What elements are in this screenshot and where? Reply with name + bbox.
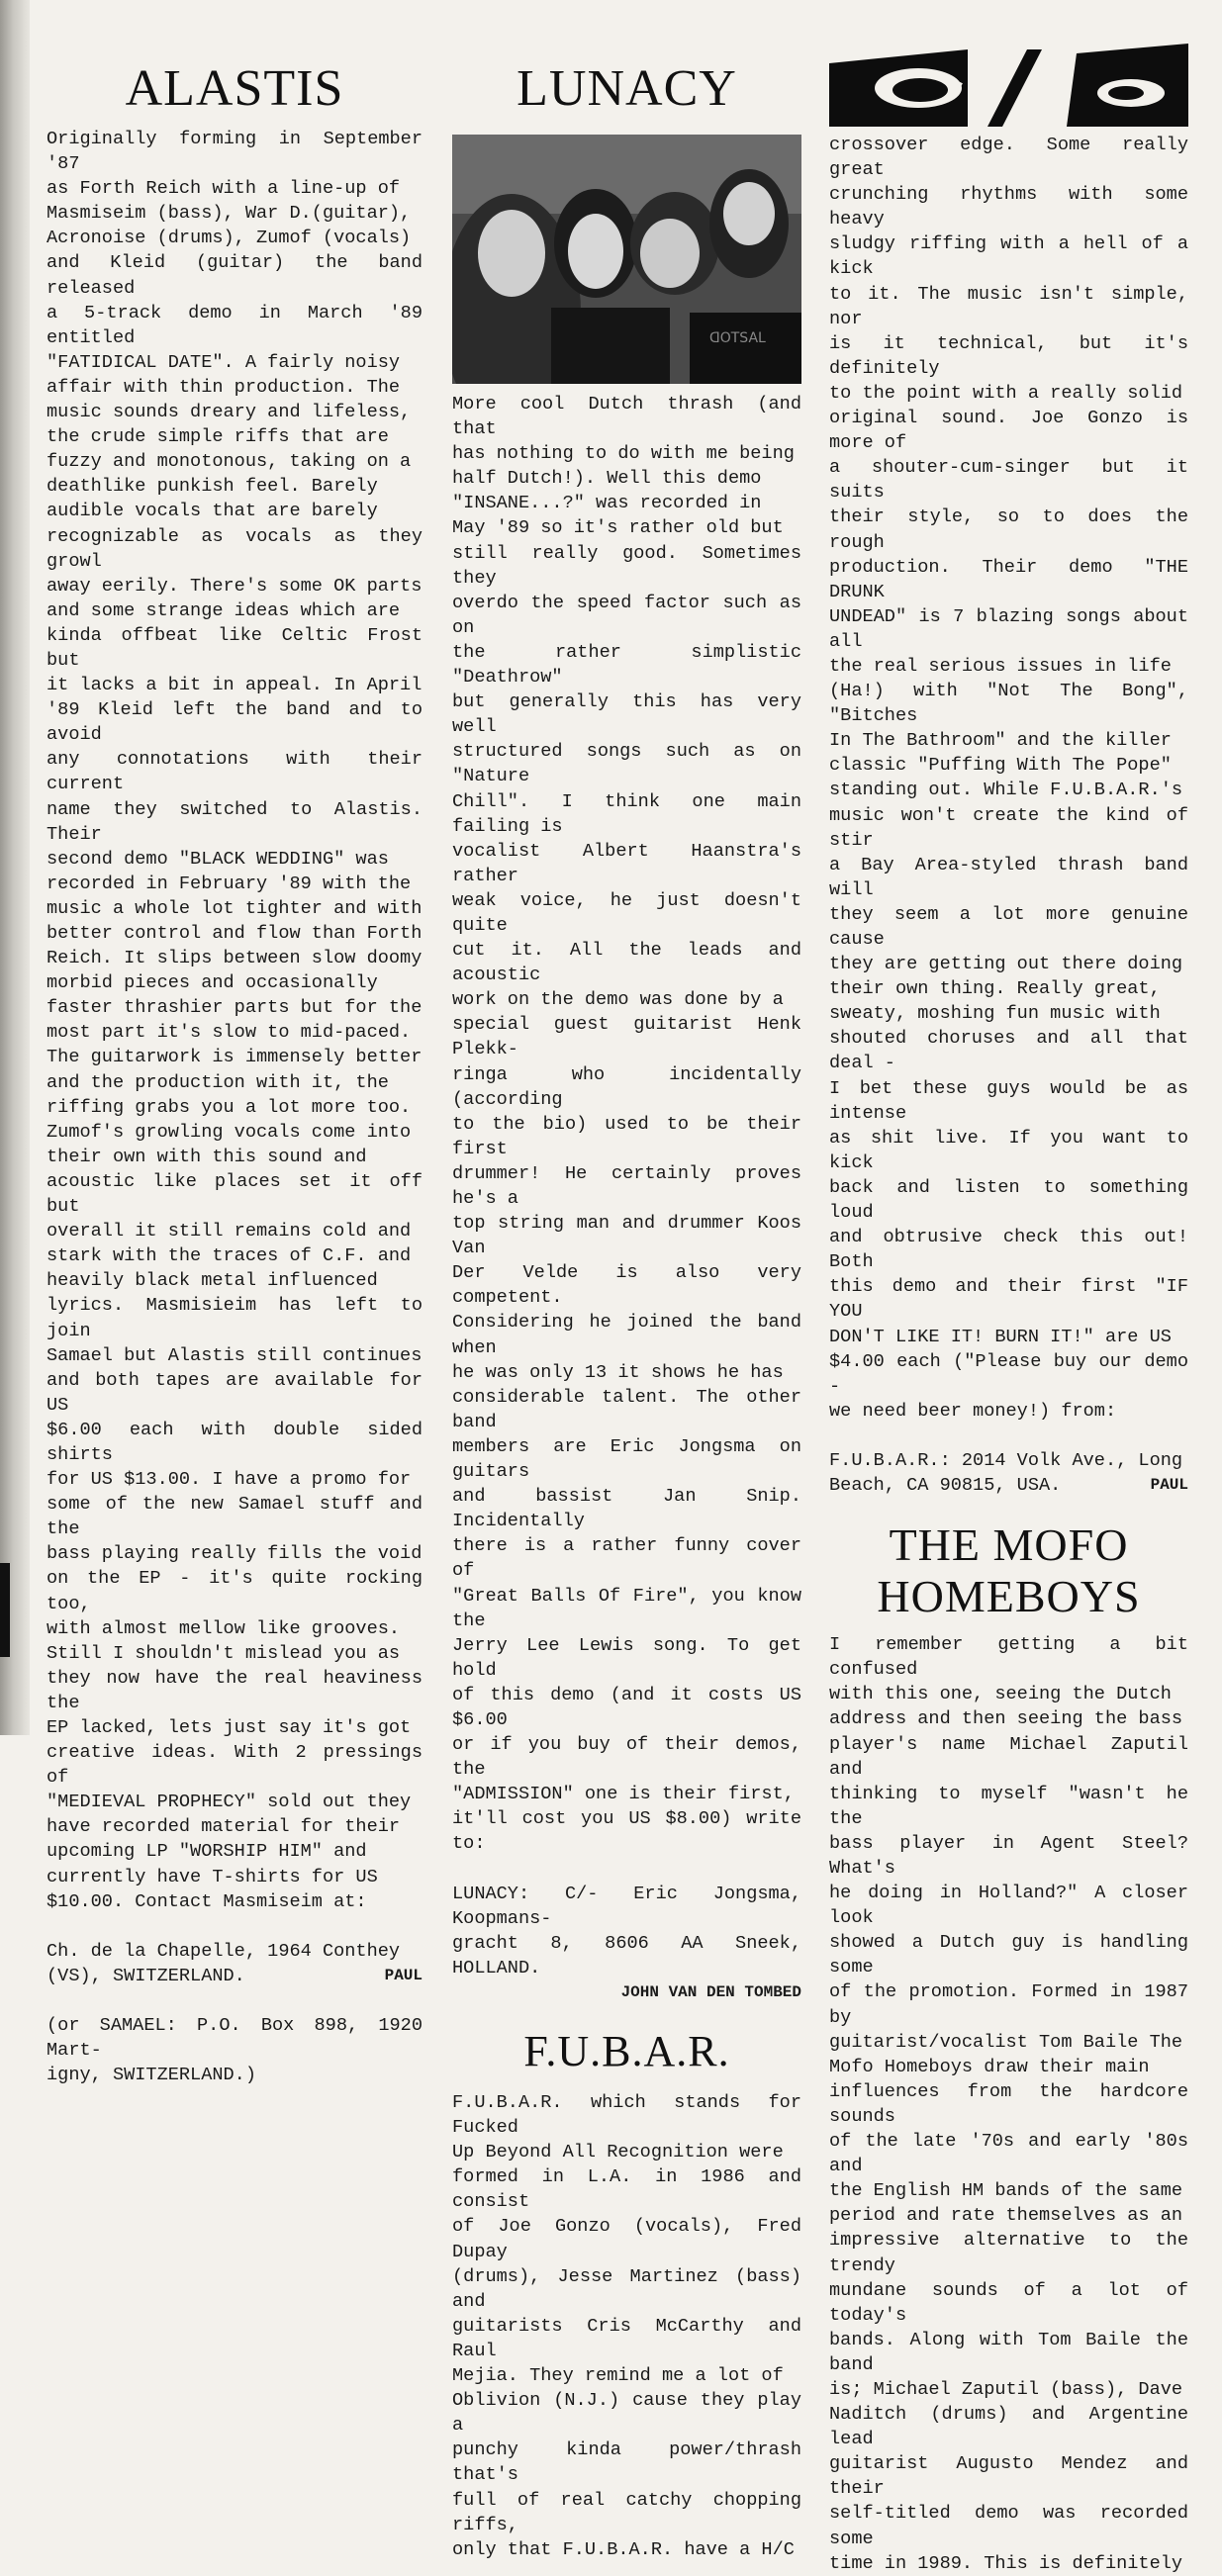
lunacy-title: LUNACY [517, 60, 737, 117]
lunacy-review-text: More cool Dutch thrash (and that has nothing to do with me being half Dutch!). Well this demo "INSANE...?" was recorded in May '89 so it's rather old but still really good. Sometimes they overdo the speed factor such as on the rather simplistic "Deathrow" but generally this has very well structured songs such as on "Nature Chill". I think one main failing is vocalist Albert Haanstra's rather weak voice, he just doesn't quite cut it. All the leads and acoustic work on the demo was done by a special guest guitarist Henk Plekk- ringa who incidentally (according to the bio) used to be their first drummer! He certainly proves he's a top string man and drummer Koos Van Der Velde is also very competent. Considering he joined the band when he was only 13 it shows he has considerable talent. The other band members are Eric Jongsma on guitars and bassist Jan Snip. Incidentally there is a rather funny cover of "Great Balls Of Fire", you know the Jerry Lee Lewis song. To get hold of this demo (and it costs US $6.00 or if you buy of their demos, the "ADMISSION" one is their first, it'll cost you US $8.00) write to: [452, 394, 801, 1855]
lunacy-band-photo [452, 135, 801, 384]
svg-text:ᗡOTSAL: ᗡOTSAL [709, 330, 766, 346]
fubar-address: F.U.B.A.R.: 2014 Volk Ave., Long Beach, CA 90815, USA. [829, 1449, 1183, 1496]
eye-illustration-banner [829, 44, 1188, 133]
column-fubar-mofo [829, 44, 1188, 2576]
fubar-title: F.U.B.A.R. [523, 2027, 730, 2075]
alastis-byline: PAUL [384, 1966, 423, 1984]
mofo-title-line1: THE MOFO [889, 1519, 1129, 1571]
alastis-samael-address: (or SAMAEL: P.O. Box 898, 1920 Mart- igny, SWITZERLAND.) [47, 2015, 423, 2086]
page-binding-edge [0, 0, 30, 1735]
eye-illustration [829, 44, 1188, 127]
alastis-review-text: Originally forming in September '87 as Forth Reich with a line-up of Masmiseim (bass), War D.(guitar), Acronoise (drums), Zumof (vocals) and Kleid (guitar) the band released a 5-track demo in March '89 entitled "FATIDICAL DATE". A fairly noisy affair with thin production. The music sounds dreary and lifeless, the crude simple riffs that are fuzzy and monotonous, taking on a deathlike punkish feel. Barely audible vocals that are barely recognizable as vocals as they growl away eerily. There's some OK parts and some strange ideas which are kinda offbeat like Celtic Frost but it lacks a bit in appeal. In April '89 Kleid left the band and to avoid any connotations with their current name they switched to Alastis. Their second demo "BLACK WEDDING" was recorded in February '89 with the music a whole lot tighter and with better control and flow than Forth Reich. It slips between slow doomy morbid pieces and occasionally faster thrashier parts but for the most part it's slow to mid-paced. The guitarwork is immensely better and the production with it, the riffing grabs you a lot more too. Zumof's growling vocals come into their own with this sound and acoustic like places set it off but overall it still remains cold and stark with the traces of C.F. and heavily black metal influenced lyrics. Masmisieim has left to join Samael but Alastis still continues and both tapes are available for US $6.00 each with double sided shirts for US $13.00. I have a promo for some of the new Samael stuff and the bass playing really fills the void on the EP - it's quite rocking too, with almost mellow like grooves. Still I shouldn't mislead you as they now have the real heaviness the EP lacked, lets just say it's got creative ideas. With 2 pressings of "MEDIEVAL PROPHECY" sold out they have recorded material for their upcoming LP "WORSHIP HIM" and currently have T-shirts for US $10.00. Contact Masmiseim at: [47, 129, 423, 1912]
fubar-review-text-continued: crossover edge. Some really great crunching rhythms with some heavy sludgy riffing with a hell of a kick to it. The music isn't simple, nor is it technical, but it's definitely to the point with a really solid original sound. Joe Gonzo is more of a shouter-cum-singer but it suits their style, so to does the rough production. Their demo "THE DRUNK UNDEAD" is 7 blazing songs about all the real serious issues in life (Ha!) with "Not The Bong", "Bitches In The Bathroom" and the killer classic "Puffing With The Pope" standing out. While F.U.B.A.R.'s music won't create the kind of stir a Bay Area-styled thrash band will they seem a lot more genuine cause they are getting out there doing their own thing. Really great, sweaty, moshing fun music with shouted choruses and all that deal - I bet these guys would be as intense as shit live. If you want to kick back and listen to something loud and obtrusive check this out! Both this demo and their first "IF YOU DON'T LIKE IT! BURN IT!" are US $4.00 each ("Please buy our demo - we need beer money!) from: [829, 135, 1188, 1422]
alastis-title: ALASTIS [125, 60, 344, 117]
mofo-title-line2: HOMEBOYS [877, 1571, 1141, 1622]
fubar-byline: PAUL [1150, 1476, 1188, 1495]
band-photo-illustration [452, 135, 801, 384]
alastis-address: Ch. de la Chapelle, 1964 Conthey (VS), SWITZERLAND. [47, 1940, 401, 1986]
lunacy-address: LUNACY: C/- Eric Jongsma, Koopmans- gracht 8, 8606 AA Sneek, HOLLAND. [452, 1883, 801, 1978]
fubar-review-text-start: F.U.B.A.R. which stands for Fucked Up Beyond All Recognition were formed in L.A. in 1986 and consist of Joe Gonzo (vocals), Fred Dupay (drums), Jesse Martinez (bass) and guitarists Cris McCarthy and Raul Mejia. They remind me a lot of Oblivion (N.J.) cause they play a punchy kinda power/thrash that's full of real catchy chopping riffs, only that F.U.B.A.R. have a H/C [452, 2092, 801, 2560]
mofo-review-text: I remember getting a bit confused with this one, seeing the Dutch address and then seeing the bass player's name Michael Zaputil and thinking to myself "wasn't he the bass player in Agent Steel? What's he doing in Holland?" A closer look showed a Dutch guy is handling some of the promotion. Formed in 1987 by guitarist/vocalist Tom Baile The Mofo Homeboys draw their main influences from the hardcore sounds of the late '70s and early '80s and the English HM bands of the same period and rate themselves as an impressive alternative to the trendy mundane sounds of a lot of today's bands. Along with Tom Baile the band is; Michael Zaputil (bass), Dave Naditch (drums) and Argentine lead guitarist Augusto Mendez and their self-titled demo was recorded some time in 1989. This is definitely [829, 1634, 1188, 2574]
lunacy-byline: JOHN VAN DEN TOMBED [620, 1982, 801, 2001]
column-lunacy [452, 57, 801, 2562]
binding-tab-mark [0, 1563, 10, 1657]
column-alastis [47, 57, 423, 2087]
